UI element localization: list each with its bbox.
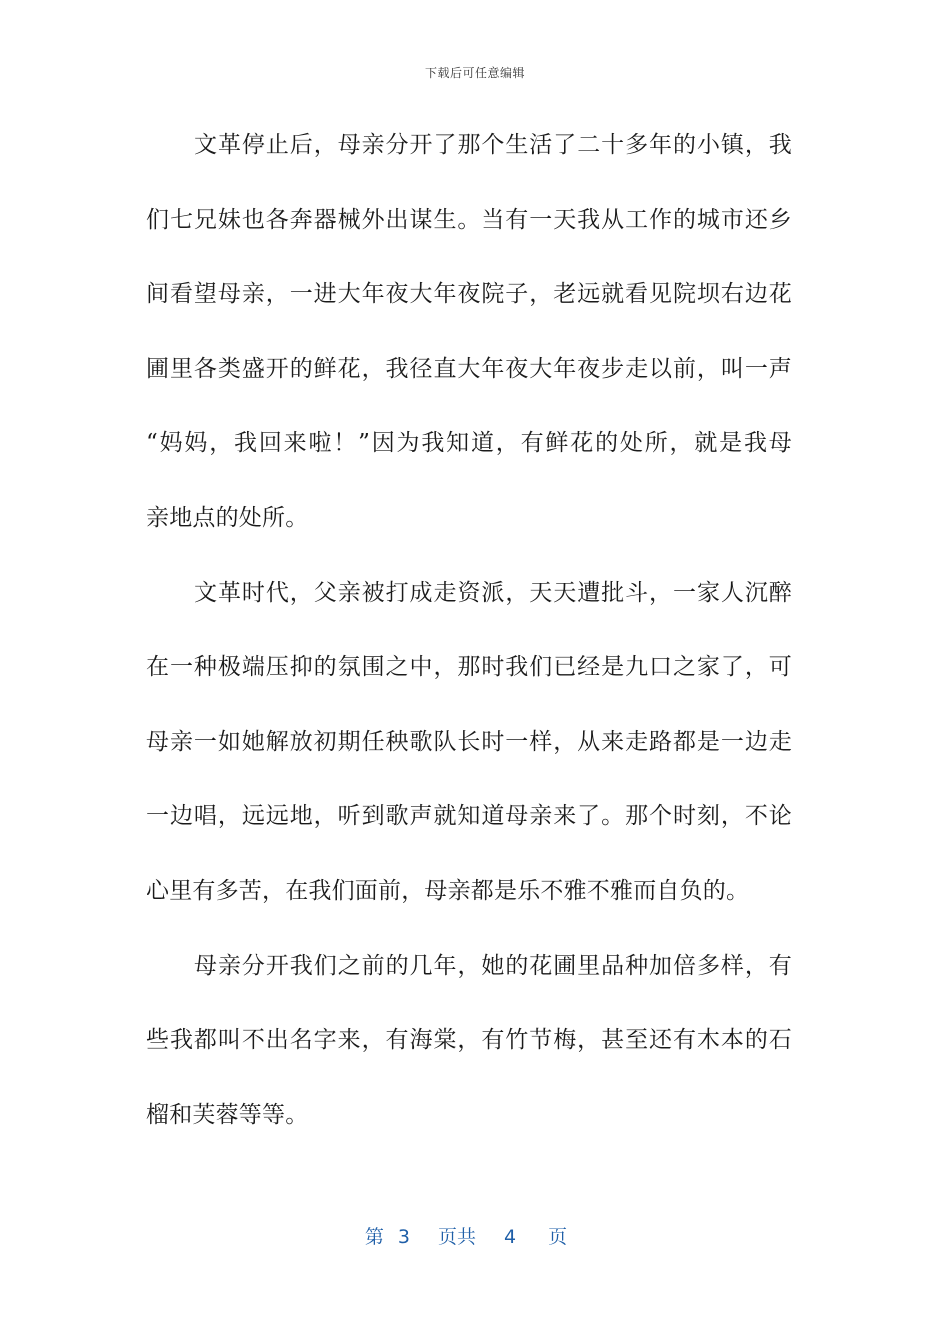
page-number-footer <box>0 1222 950 1249</box>
paragraph-1-line-5: “妈妈，我回来啦！”因为我知道，有鲜花的处所，就是我母 <box>146 430 792 457</box>
total-page-number: 4 <box>504 1226 517 1248</box>
paragraph-2-line-3: 母亲一如她解放初期任秧歌队长时一样，从来走路都是一边走 <box>146 728 792 755</box>
paragraph-1-line-1: 文革停止后，母亲分开了那个生活了二十多年的小镇，我 <box>194 132 792 158</box>
page-end-label: 页 <box>548 1226 568 1248</box>
paragraph-2-line-4: 一边唱，远远地，听到歌声就知道母亲来了。那个时刻，不论 <box>146 803 792 830</box>
paragraph-3-line-1: 母亲分开我们之前的几年，她的花圃里品种加倍多样，有 <box>194 952 792 979</box>
paragraph-1-line-2: 们七兄妹也各奔器械外出谋生。当有一天我从工作的城市还乡 <box>146 206 792 233</box>
current-page-number: 3 <box>397 1226 410 1248</box>
paragraph-2-line-1: 文革时代，父亲被打成走资派，天天遭批斗，一家人沉醉 <box>194 579 792 606</box>
paragraph-2-line-5: 心里有多苦，在我们面前，母亲都是乐不雅不雅而自负的。 <box>146 877 750 904</box>
paragraph-3-line-3: 榴和芙蓉等等。 <box>146 1101 309 1128</box>
paragraph-1-line-4: 圃里各类盛开的鲜花，我径直大年夜大年夜步走以前，叫一声 <box>146 355 792 382</box>
page-mid-label: 页共 <box>437 1226 476 1248</box>
document-body <box>146 108 792 1152</box>
paragraph-3-line-2: 些我都叫不出名字来，有海棠，有竹节梅，甚至还有木本的石 <box>146 1027 792 1054</box>
page-label: 第 <box>364 1226 384 1248</box>
page-header-note: 下载后可任意编辑 <box>424 66 525 80</box>
paragraph-2-line-2: 在一种极端压抑的氛围之中，那时我们已经是九口之家了，可 <box>146 654 792 681</box>
paragraph-1-line-6: 亲地点的处所。 <box>146 504 309 531</box>
paragraph-1-line-3: 间看望母亲，一进大年夜大年夜院子，老远就看见院坝右边花 <box>146 281 792 308</box>
